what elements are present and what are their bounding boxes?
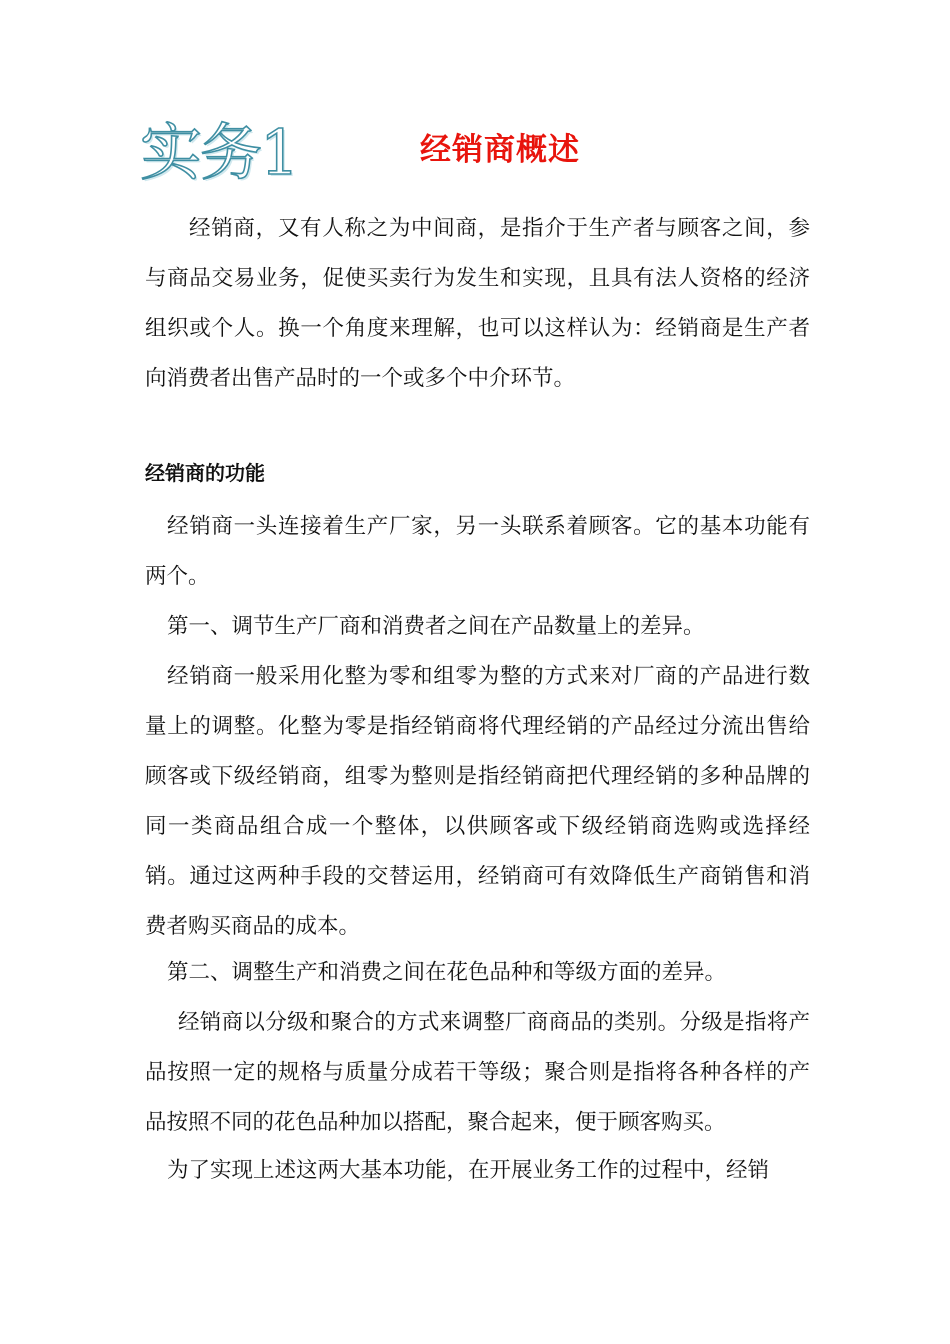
body-paragraph-6: 为了实现上述这两大基本功能，在开展业务工作的过程中，经销 bbox=[167, 1158, 770, 1183]
section-mark: 实务1 bbox=[140, 116, 298, 189]
body-paragraph-4: 第二、调整生产和消费之间在花色品种和等级方面的差异。 bbox=[167, 960, 727, 985]
section-heading: 经销商的功能 bbox=[145, 461, 265, 485]
body-paragraph-1: 经销商一头连接着生产厂家，另一头联系着顾客。它的基本功能有两个。 bbox=[145, 514, 810, 589]
body-paragraph-3: 经销商一般采用化整为零和组零为整的方式来对厂商的产品进行数量上的调整。化整为零是指经销商将代理经销的产品经过分流出售给顾客或下级经销商，组零为整则是指经销商把代理经销的多种品牌的同一类商品组合成一个整体，以供顾客或下级经销商选购或选择经销。通过这两种手段的交替运用，经销商可有效降低生产商销售和消费者购买商品的成本。 bbox=[145, 664, 810, 939]
intro-paragraph: 经销商，又有人称之为中间商，是指介于生产者与顾客之间，参与商品交易业务，促使买卖行为发生和实现，且具有法人资格的经济组织或个人。换一个角度来理解，也可以这样认为：经销商是生产者向消费者出售产品时的一个或多个中介环节。 bbox=[145, 216, 810, 391]
page-title: 经销商概述 bbox=[420, 132, 580, 168]
body-paragraph-5: 经销商以分级和聚合的方式来调整厂商商品的类别。分级是指将产品按照一定的规格与质量分成若干等级；聚合则是指将各种各样的产品按照不同的花色品种加以搭配，聚合起来，便于顾客购买。 bbox=[145, 1010, 810, 1135]
page-header bbox=[140, 118, 820, 198]
body-paragraph-2: 第一、调节生产厂商和消费者之间在产品数量上的差异。 bbox=[167, 614, 705, 639]
